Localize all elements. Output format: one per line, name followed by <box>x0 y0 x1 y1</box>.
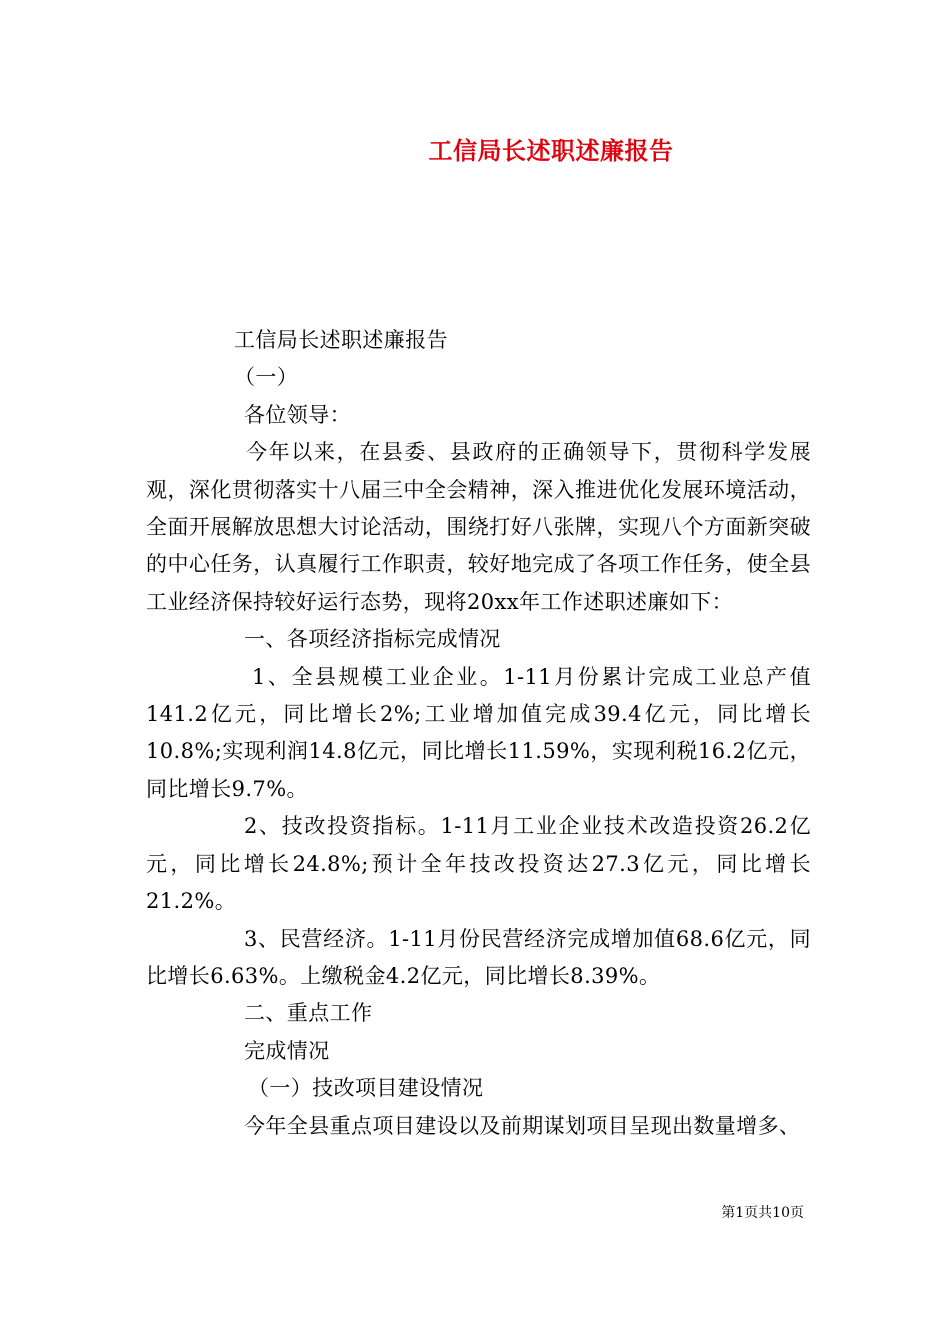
intro-paragraph: 今年以来，在县委、县政府的正确领导下，贯彻科学发展观，深化贯彻落实十八届三中全会精神，深入推进优化发展环境活动，全面开展解放思想大讨论活动，围绕打好八张牌，实现八个方面新突破的中心任务，认真履行工作职责，较好地完成了各项工作任务，使全县工业经济保持较好运行态势，现将20xx年工作述职述廉如下： <box>146 440 811 614</box>
project-paragraph: 今年全县重点项目建设以及前期谋划项目呈现出数量增多、 <box>244 1113 801 1138</box>
body-title: 工信局长述职述廉报告 <box>234 328 448 352</box>
heading-key-work: 二、重点工作 <box>244 1001 373 1026</box>
section-number: （一） <box>234 365 299 390</box>
document-body <box>146 322 811 1145</box>
heading-completion: 完成情况 <box>244 1038 330 1063</box>
indicator-technical-investment: 2、技改投资指标。1-11月工业企业技术改造投资26.2亿元，同比增长24.8%;预计全年技改投资达27.3亿元，同比增长21.2%。 <box>146 814 811 914</box>
subheading-project-construction: （一）技改项目建设情况 <box>248 1076 484 1101</box>
indicator-industrial-enterprises: 1、全县规模工业企业。1-11月份累计完成工业总产值141.2亿元，同比增长2%;工业增加值完成39.4亿元，同比增长10.8%;实现利润14.8亿元，同比增长11.59%，实现利税16.2亿元，同比增长9.7%。 <box>146 664 811 801</box>
indicator-private-economy: 3、民营经济。1-11月份民营经济完成增加值68.6亿元，同比增长6.63%。上缴税金4.2亿元，同比增长8.39%。 <box>146 926 811 988</box>
salutation: 各位领导： <box>244 402 351 427</box>
document-header-title: 工信局长述职述廉报告 <box>428 136 674 165</box>
heading-economic-indicators: 一、各项经济指标完成情况 <box>244 627 501 652</box>
page-number: 第1页共10页 <box>721 1205 804 1221</box>
